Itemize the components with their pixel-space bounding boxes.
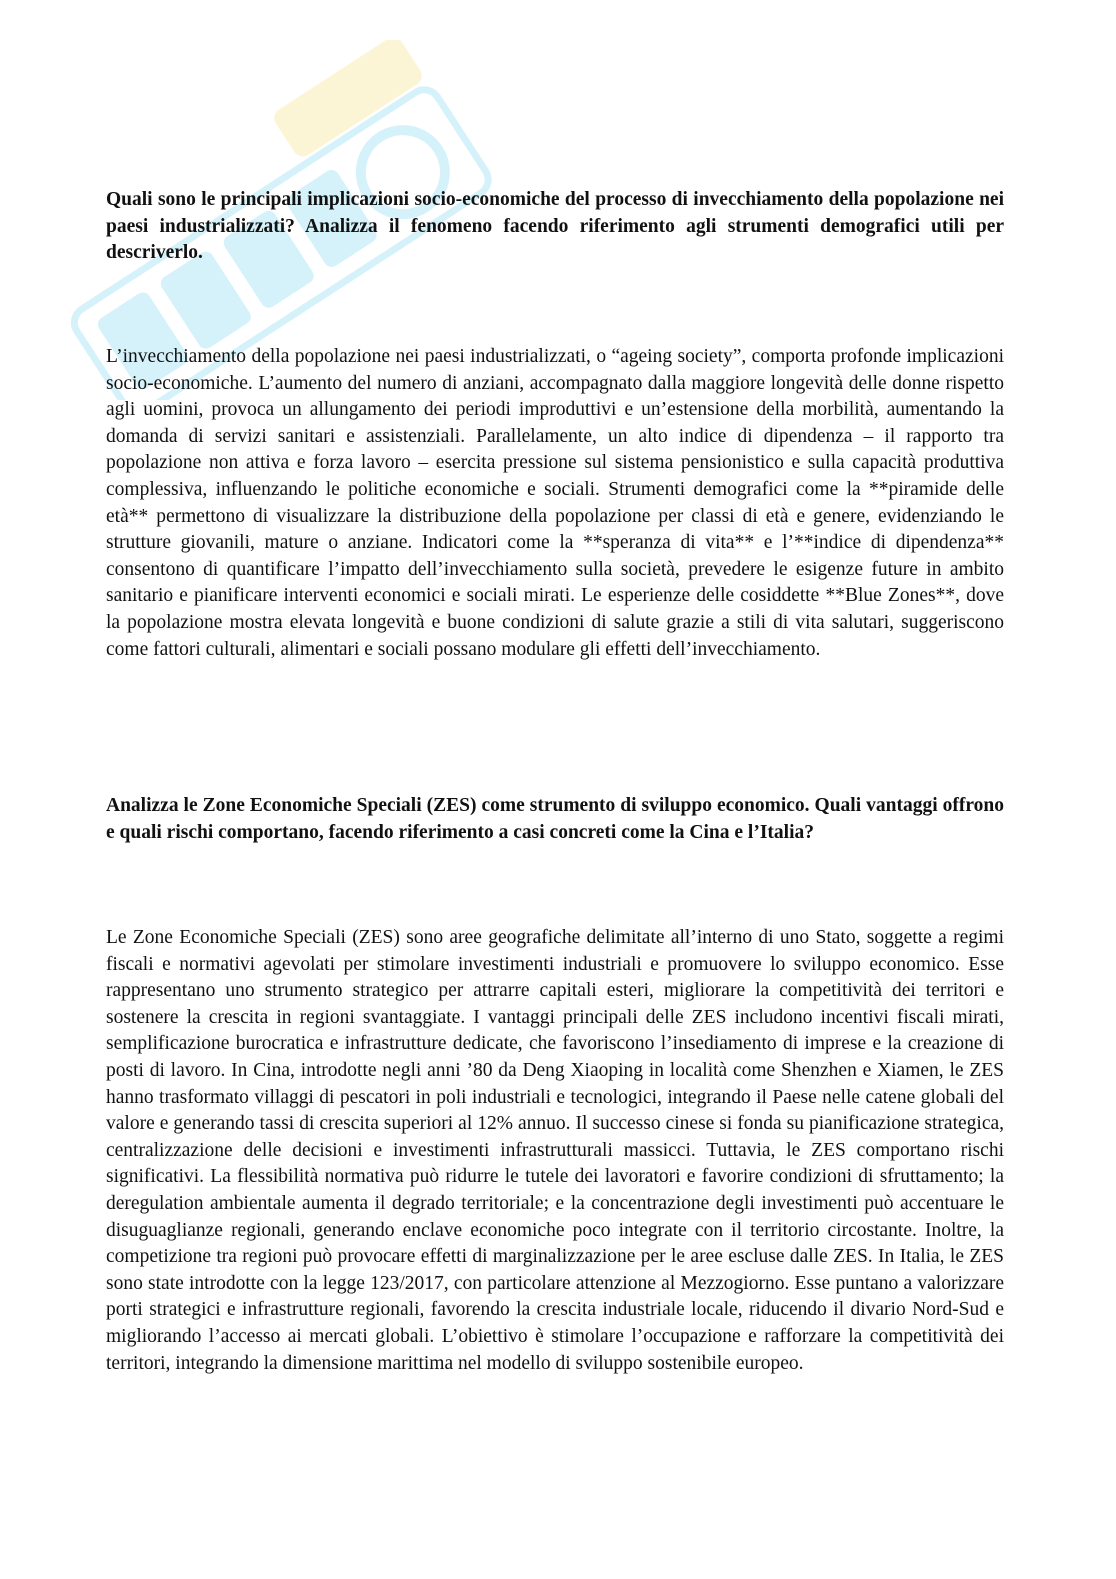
answer-paragraph-1: L’invecchiamento della popolazione nei paesi industrializzati, o “ageing society”, comporta profonde implicazioni socio-economiche. L’aumento del numero di anziani, accompagnato dalla maggiore longevità delle donne rispetto agli uomini, provoca un allungamento dei periodi improduttivi e un’estensione della morbilità, aumentando la domanda di servizi sanitari e assistenziali. Parallelamente, un alto indice di dipendenza – il rapporto tra popolazione non attiva e forza lavoro – esercita pressione sul sistema pensionistico e sulla capacità produttiva complessiva, influenzando le politiche economiche e sociali. Strumenti demografici come la **piramide delle età** permettono di visualizzare la distribuzione della popolazione per classi di età e genere, evidenziando le strutture giovanili, mature o anziane. Indicatori come la **speranza di vita** e l’**indice di dipendenza** consentono di quantificare l’impatto dell’invecchiamento sulla società, prevedere le esigenze future in ambito sanitario e pianificare interventi economici e sociali mirati. Le esperienze delle cosiddette **Blue Zones**, dove la popolazione mostra elevata longevità e buone condizioni di salute grazie a stili di vita salutari, suggeriscono come fattori culturali, alimentari e sociali possano modulare gli effetti dell’invecchiamento.	[106, 346, 1004, 660]
question-heading-1: Quali sono le principali implicazioni socio-economiche del processo di invecchiamento della popolazione nei paesi industrializzati? Analizza il fenomeno facendo riferimento agli strumenti demografici utili per descriverlo.	[106, 189, 1004, 263]
question-heading-2: Analizza le Zone Economiche Speciali (ZES) come strumento di sviluppo economico. Quali vantaggi offrono e quali rischi comportano, facendo riferimento a casi concreti come la Cina e l’Italia?	[106, 795, 1004, 843]
answer-paragraph-2: Le Zone Economiche Speciali (ZES) sono aree geografiche delimitate all’interno di uno Stato, soggette a regimi fiscali e normativi agevolati per stimolare investimenti industriali e promuovere lo sviluppo economico. Esse rappresentano uno strumento strategico per attrarre capitali esteri, migliorare la competitività dei territori e sostenere la crescita in regioni svantaggiate. I vantaggi principali delle ZES includono incentivi fiscali mirati, semplificazione burocratica e infrastrutture dedicate, che favoriscono l’insediamento di imprese e la creazione di posti di lavoro. In Cina, introdotte negli anni ’80 da Deng Xiaoping in località come Shenzhen e Xiamen, le ZES hanno trasformato villaggi di pescatori in poli industriali e tecnologici, integrando il Paese nelle catene globali del valore e generando tassi di crescita superiori al 12% annuo. Il successo cinese si fonda su pianificazione strategica, centralizzazione delle decisioni e investimenti infrastrutturali massicci. Tuttavia, le ZES comportano rischi significativi. La flessibilità normativa può ridurre le tutele dei lavoratori e favorire condizioni di sfruttamento; la deregulation ambientale aumenta il degrado territoriale; e la concentrazione degli investimenti può accentuare le disuguaglianze regionali, generando enclave economiche poco integrate con il territorio circostante. Inoltre, la competizione tra regioni può provocare effetti di marginalizzazione per le aree escluse dalle ZES. In Italia, le ZES sono state introdotte con la legge 123/2017, con particolare attenzione al Mezzogiorno. Esse puntano a valorizzare porti strategici e infrastrutture regionali, favorendo la crescita industriale locale, riducendo il divario Nord-Sud e migliorando l’accesso ai mercati globali. L’obiettivo è stimolare l’occupazione e rafforzare la competitività dei territori, integrando la dimensione marittima nel modello di sviluppo sostenibile europeo.	[106, 927, 1004, 1374]
